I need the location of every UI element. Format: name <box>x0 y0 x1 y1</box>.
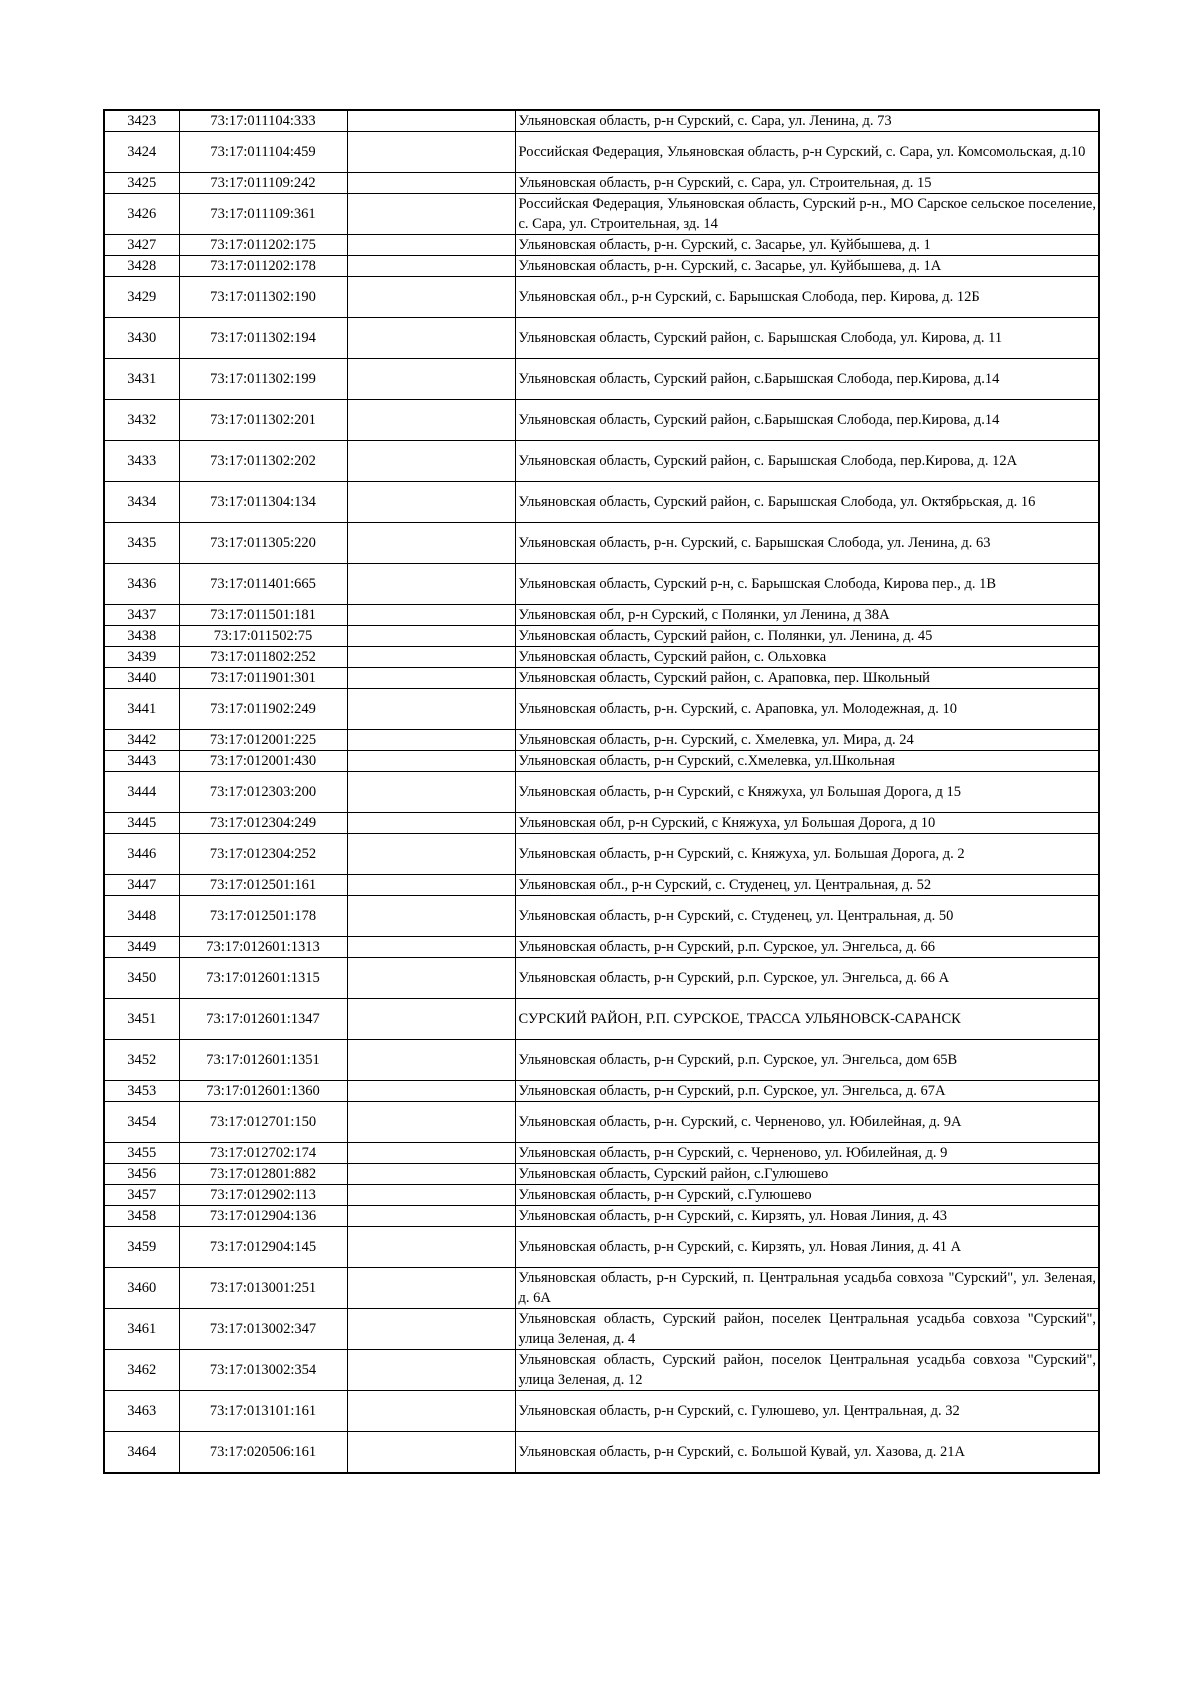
row-number-cell: 3428 <box>104 256 179 277</box>
table-row <box>104 235 1099 256</box>
empty-cell <box>347 626 515 647</box>
empty-cell <box>347 1164 515 1185</box>
cadastral-number-cell: 73:17:011502:75 <box>179 626 347 647</box>
cadastral-number-cell: 73:17:012001:430 <box>179 751 347 772</box>
row-number-cell: 3425 <box>104 173 179 194</box>
empty-cell <box>347 1102 515 1143</box>
row-number-cell: 3437 <box>104 605 179 626</box>
empty-cell <box>347 937 515 958</box>
empty-cell <box>347 318 515 359</box>
address-cell: Ульяновская область, Сурский район, с. Барышская Слобода, ул. Кирова, д. 11 <box>515 318 1099 359</box>
address-cell: Ульяновская область, р-н Сурский, с. Кирзять, ул. Новая Линия, д. 43 <box>515 1206 1099 1227</box>
address-cell: Ульяновская область, р-н Сурский, с. Большой Кувай, ул. Хазова, д. 21А <box>515 1432 1099 1474</box>
table-row <box>104 318 1099 359</box>
row-number-cell: 3460 <box>104 1268 179 1309</box>
row-number-cell: 3448 <box>104 896 179 937</box>
empty-cell <box>347 689 515 730</box>
table-row <box>104 958 1099 999</box>
row-number-cell: 3446 <box>104 834 179 875</box>
cadastral-number-cell: 73:17:011109:242 <box>179 173 347 194</box>
empty-cell <box>347 235 515 256</box>
empty-cell <box>347 1309 515 1350</box>
row-number-cell: 3426 <box>104 194 179 235</box>
row-number-cell: 3435 <box>104 523 179 564</box>
cadastral-number-cell: 73:17:011304:134 <box>179 482 347 523</box>
address-cell: СУРСКИЙ РАЙОН, Р.П. СУРСКОЕ, ТРАССА УЛЬЯНОВСК-САРАНСК <box>515 999 1099 1040</box>
empty-cell <box>347 1040 515 1081</box>
address-cell: Ульяновская область, Сурский р-н, с. Барышская Слобода, Кирова пер., д. 1В <box>515 564 1099 605</box>
cadastral-number-cell: 73:17:011902:249 <box>179 689 347 730</box>
address-cell: Ульяновская область, р-н Сурский, с Княжуха, ул Большая Дорога, д 15 <box>515 772 1099 813</box>
cadastral-number-cell: 73:17:011202:178 <box>179 256 347 277</box>
cadastral-number-cell: 73:17:012304:252 <box>179 834 347 875</box>
address-cell: Ульяновская область, Сурский район, с. Ольховка <box>515 647 1099 668</box>
address-cell: Ульяновская область, р-н Сурский, р.п. Сурское, ул. Энгельса, дом 65В <box>515 1040 1099 1081</box>
table-row <box>104 441 1099 482</box>
row-number-cell: 3436 <box>104 564 179 605</box>
row-number-cell: 3451 <box>104 999 179 1040</box>
row-number-cell: 3447 <box>104 875 179 896</box>
empty-cell <box>347 1081 515 1102</box>
table-row <box>104 772 1099 813</box>
address-cell: Ульяновская область, Сурский район, с. Барышская Слобода, ул. Октябрьская, д. 16 <box>515 482 1099 523</box>
table-row <box>104 605 1099 626</box>
address-cell: Ульяновская область, р-н Сурский, с. Черненово, ул. Юбилейная, д. 9 <box>515 1143 1099 1164</box>
address-cell: Ульяновская область, Сурский район, с.Гулюшево <box>515 1164 1099 1185</box>
cadastral-number-cell: 73:17:011802:252 <box>179 647 347 668</box>
address-cell: Ульяновская область, р-н Сурский, р.п. Сурское, ул. Энгельса, д. 66 А <box>515 958 1099 999</box>
row-number-cell: 3431 <box>104 359 179 400</box>
row-number-cell: 3427 <box>104 235 179 256</box>
address-cell: Ульяновская область, р-н Сурский, с.Хмелевка, ул.Школьная <box>515 751 1099 772</box>
table-row <box>104 277 1099 318</box>
empty-cell <box>347 110 515 132</box>
address-cell: Ульяновская область, р-н. Сурский, с. Засарье, ул. Куйбышева, д. 1А <box>515 256 1099 277</box>
empty-cell <box>347 1185 515 1206</box>
table-row <box>104 834 1099 875</box>
address-cell: Ульяновская область, Сурский район, поселок Центральная усадьба совхоза "Сурский", улица Зеленая, д. 12 <box>515 1350 1099 1391</box>
table-row <box>104 359 1099 400</box>
address-cell: Ульяновская область, Сурский район, с.Барышская Слобода, пер.Кирова, д.14 <box>515 359 1099 400</box>
row-number-cell: 3444 <box>104 772 179 813</box>
empty-cell <box>347 441 515 482</box>
row-number-cell: 3455 <box>104 1143 179 1164</box>
address-cell: Ульяновская область, Сурский район, с. Полянки, ул. Ленина, д. 45 <box>515 626 1099 647</box>
table-row <box>104 668 1099 689</box>
address-cell: Российская Федерация, Ульяновская область, Сурский р-н., МО Сарское сельское поселение, с. Сара, ул. Строительная, зд. 14 <box>515 194 1099 235</box>
table-row <box>104 1081 1099 1102</box>
empty-cell <box>347 730 515 751</box>
table-row <box>104 647 1099 668</box>
table-row <box>104 1164 1099 1185</box>
empty-cell <box>347 813 515 834</box>
empty-cell <box>347 482 515 523</box>
row-number-cell: 3424 <box>104 132 179 173</box>
table-row <box>104 256 1099 277</box>
row-number-cell: 3453 <box>104 1081 179 1102</box>
table-row <box>104 1309 1099 1350</box>
cadastral-number-cell: 73:17:013101:161 <box>179 1391 347 1432</box>
table-row <box>104 813 1099 834</box>
table-row <box>104 1350 1099 1391</box>
cadastral-number-cell: 73:17:011302:190 <box>179 277 347 318</box>
empty-cell <box>347 1143 515 1164</box>
empty-cell <box>347 132 515 173</box>
table-row <box>104 896 1099 937</box>
cadastral-number-cell: 73:17:011202:175 <box>179 235 347 256</box>
cadastral-number-cell: 73:17:012601:1360 <box>179 1081 347 1102</box>
cadastral-number-cell: 73:17:012001:225 <box>179 730 347 751</box>
empty-cell <box>347 605 515 626</box>
row-number-cell: 3440 <box>104 668 179 689</box>
row-number-cell: 3445 <box>104 813 179 834</box>
empty-cell <box>347 896 515 937</box>
row-number-cell: 3429 <box>104 277 179 318</box>
empty-cell <box>347 834 515 875</box>
empty-cell <box>347 1268 515 1309</box>
row-number-cell: 3459 <box>104 1227 179 1268</box>
row-number-cell: 3461 <box>104 1309 179 1350</box>
cadastral-number-cell: 73:17:012701:150 <box>179 1102 347 1143</box>
cadastral-number-cell: 73:17:011302:202 <box>179 441 347 482</box>
address-cell: Ульяновская область, р-н. Сурский, с. Хмелевка, ул. Мира, д. 24 <box>515 730 1099 751</box>
address-cell: Ульяновская область, р-н. Сурский, с. Черненово, ул. Юбилейная, д. 9А <box>515 1102 1099 1143</box>
empty-cell <box>347 772 515 813</box>
registry-table <box>103 109 1100 1474</box>
address-cell: Ульяновская область, р-н Сурский, п. Центральная усадьба совхоза "Сурский", ул. Зеленая, д. 6А <box>515 1268 1099 1309</box>
empty-cell <box>347 875 515 896</box>
address-cell: Ульяновская обл., р-н Сурский, с. Барышская Слобода, пер. Кирова, д. 12Б <box>515 277 1099 318</box>
cadastral-number-cell: 73:17:012904:136 <box>179 1206 347 1227</box>
row-number-cell: 3438 <box>104 626 179 647</box>
empty-cell <box>347 400 515 441</box>
table-row <box>104 1102 1099 1143</box>
table-row <box>104 1040 1099 1081</box>
cadastral-number-cell: 73:17:011104:459 <box>179 132 347 173</box>
table-row <box>104 400 1099 441</box>
table-row <box>104 751 1099 772</box>
row-number-cell: 3432 <box>104 400 179 441</box>
table-row <box>104 999 1099 1040</box>
table-row <box>104 173 1099 194</box>
address-cell: Ульяновская область, р-н Сурский, р.п. Сурское, ул. Энгельса, д. 66 <box>515 937 1099 958</box>
address-cell: Ульяновская обл., р-н Сурский, с. Студенец, ул. Центральная, д. 52 <box>515 875 1099 896</box>
address-cell: Ульяновская область, р-н Сурский, с. Кирзять, ул. Новая Линия, д. 41 А <box>515 1227 1099 1268</box>
cadastral-number-cell: 73:17:011302:201 <box>179 400 347 441</box>
empty-cell <box>347 1391 515 1432</box>
address-cell: Ульяновская область, Сурский район, с.Барышская Слобода, пер.Кирова, д.14 <box>515 400 1099 441</box>
table-row <box>104 730 1099 751</box>
cadastral-number-cell: 73:17:013002:354 <box>179 1350 347 1391</box>
empty-cell <box>347 1350 515 1391</box>
cadastral-number-cell: 73:17:011501:181 <box>179 605 347 626</box>
row-number-cell: 3450 <box>104 958 179 999</box>
empty-cell <box>347 564 515 605</box>
empty-cell <box>347 999 515 1040</box>
cadastral-number-cell: 73:17:012303:200 <box>179 772 347 813</box>
address-cell: Ульяновская область, р-н Сурский, р.п. Сурское, ул. Энгельса, д. 67А <box>515 1081 1099 1102</box>
table-row <box>104 132 1099 173</box>
table-row <box>104 626 1099 647</box>
address-cell: Ульяновская область, р-н Сурский, с. Гулюшево, ул. Центральная, д. 32 <box>515 1391 1099 1432</box>
row-number-cell: 3464 <box>104 1432 179 1474</box>
address-cell: Ульяновская область, р-н. Сурский, с. Барышская Слобода, ул. Ленина, д. 63 <box>515 523 1099 564</box>
empty-cell <box>347 751 515 772</box>
row-number-cell: 3423 <box>104 110 179 132</box>
table-row <box>104 875 1099 896</box>
table-row <box>104 1143 1099 1164</box>
empty-cell <box>347 668 515 689</box>
address-cell: Ульяновская область, р-н Сурский, с. Сара, ул. Строительная, д. 15 <box>515 173 1099 194</box>
table-row <box>104 689 1099 730</box>
table-row <box>104 1185 1099 1206</box>
cadastral-number-cell: 73:17:012601:1315 <box>179 958 347 999</box>
row-number-cell: 3452 <box>104 1040 179 1081</box>
empty-cell <box>347 958 515 999</box>
row-number-cell: 3430 <box>104 318 179 359</box>
row-number-cell: 3441 <box>104 689 179 730</box>
row-number-cell: 3462 <box>104 1350 179 1391</box>
address-cell: Ульяновская область, р-н Сурский, с. Студенец, ул. Центральная, д. 50 <box>515 896 1099 937</box>
cadastral-number-cell: 73:17:012601:1347 <box>179 999 347 1040</box>
cadastral-number-cell: 73:17:011401:665 <box>179 564 347 605</box>
empty-cell <box>347 173 515 194</box>
cadastral-number-cell: 73:17:012304:249 <box>179 813 347 834</box>
empty-cell <box>347 1206 515 1227</box>
row-number-cell: 3456 <box>104 1164 179 1185</box>
address-cell: Ульяновская область, Сурский район, с. Араповка, пер. Школьный <box>515 668 1099 689</box>
cadastral-number-cell: 73:17:013001:251 <box>179 1268 347 1309</box>
table-row <box>104 1268 1099 1309</box>
address-cell: Ульяновская область, р-н Сурский, с.Гулюшево <box>515 1185 1099 1206</box>
empty-cell <box>347 359 515 400</box>
cadastral-number-cell: 73:17:012902:113 <box>179 1185 347 1206</box>
address-cell: Ульяновская область, р-н Сурский, с. Княжуха, ул. Большая Дорога, д. 2 <box>515 834 1099 875</box>
cadastral-number-cell: 73:17:012601:1313 <box>179 937 347 958</box>
row-number-cell: 3449 <box>104 937 179 958</box>
cadastral-number-cell: 73:17:011302:199 <box>179 359 347 400</box>
table-row <box>104 1432 1099 1474</box>
address-cell: Ульяновская область, Сурский район, с. Барышская Слобода, пер.Кирова, д. 12А <box>515 441 1099 482</box>
cadastral-number-cell: 73:17:012501:161 <box>179 875 347 896</box>
cadastral-number-cell: 73:17:012702:174 <box>179 1143 347 1164</box>
cadastral-number-cell: 73:17:020506:161 <box>179 1432 347 1474</box>
table-row <box>104 482 1099 523</box>
table-row <box>104 523 1099 564</box>
table-row <box>104 110 1099 132</box>
empty-cell <box>347 277 515 318</box>
row-number-cell: 3458 <box>104 1206 179 1227</box>
row-number-cell: 3439 <box>104 647 179 668</box>
row-number-cell: 3434 <box>104 482 179 523</box>
cadastral-number-cell: 73:17:011302:194 <box>179 318 347 359</box>
row-number-cell: 3443 <box>104 751 179 772</box>
registry-table-body <box>104 110 1099 1473</box>
address-cell: Российская Федерация, Ульяновская область, р-н Сурский, с. Сара, ул. Комсомольская, д.10 <box>515 132 1099 173</box>
table-row <box>104 937 1099 958</box>
row-number-cell: 3442 <box>104 730 179 751</box>
cadastral-number-cell: 73:17:012904:145 <box>179 1227 347 1268</box>
row-number-cell: 3433 <box>104 441 179 482</box>
address-cell: Ульяновская обл, р-н Сурский, с Полянки, ул Ленина, д 38А <box>515 605 1099 626</box>
address-cell: Ульяновская область, р-н Сурский, с. Сара, ул. Ленина, д. 73 <box>515 110 1099 132</box>
row-number-cell: 3463 <box>104 1391 179 1432</box>
cadastral-number-cell: 73:17:012601:1351 <box>179 1040 347 1081</box>
address-cell: Ульяновская область, р-н. Сурский, с. Араповка, ул. Молодежная, д. 10 <box>515 689 1099 730</box>
table-row <box>104 194 1099 235</box>
cadastral-number-cell: 73:17:011109:361 <box>179 194 347 235</box>
empty-cell <box>347 1227 515 1268</box>
cadastral-number-cell: 73:17:011305:220 <box>179 523 347 564</box>
empty-cell <box>347 1432 515 1474</box>
table-row <box>104 1206 1099 1227</box>
table-row <box>104 564 1099 605</box>
empty-cell <box>347 256 515 277</box>
cadastral-number-cell: 73:17:012501:178 <box>179 896 347 937</box>
address-cell: Ульяновская обл, р-н Сурский, с Княжуха, ул Большая Дорога, д 10 <box>515 813 1099 834</box>
cadastral-number-cell: 73:17:011104:333 <box>179 110 347 132</box>
empty-cell <box>347 523 515 564</box>
cadastral-number-cell: 73:17:012801:882 <box>179 1164 347 1185</box>
row-number-cell: 3454 <box>104 1102 179 1143</box>
cadastral-number-cell: 73:17:011901:301 <box>179 668 347 689</box>
address-cell: Ульяновская область, Сурский район, поселек Центральная усадьба совхоза "Сурский", улица Зеленая, д. 4 <box>515 1309 1099 1350</box>
empty-cell <box>347 647 515 668</box>
table-row <box>104 1391 1099 1432</box>
row-number-cell: 3457 <box>104 1185 179 1206</box>
cadastral-number-cell: 73:17:013002:347 <box>179 1309 347 1350</box>
address-cell: Ульяновская область, р-н. Сурский, с. Засарье, ул. Куйбышева, д. 1 <box>515 235 1099 256</box>
empty-cell <box>347 194 515 235</box>
table-row <box>104 1227 1099 1268</box>
